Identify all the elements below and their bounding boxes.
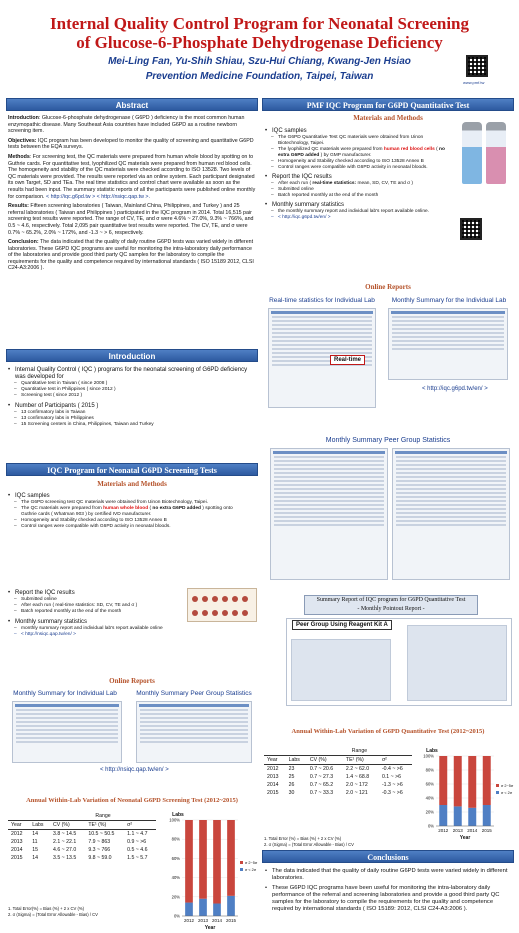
table-header-cell: Year: [8, 821, 29, 830]
table-row: [8, 854, 156, 862]
table-cell: 2015: [11, 855, 23, 861]
bar-segment: [213, 904, 221, 916]
title-line-2: of Glucose-6-Phosphate Dehydrogenase Deficiency: [76, 33, 443, 52]
blood-spot: [202, 596, 208, 602]
table-cell: 0.7 ~ 33.3: [309, 790, 334, 796]
blood-spot: [212, 610, 218, 616]
table-cell: 2014: [267, 782, 279, 788]
blood-spot: [192, 596, 198, 602]
screening-banner: IQC Program for Neonatal G6PD Screening Tests: [6, 463, 258, 476]
bar-segment: [468, 756, 476, 808]
table-cell: 15: [32, 847, 38, 853]
bar-segment: [199, 820, 207, 899]
table-cell: 9.8 ~ 59.0: [88, 855, 112, 861]
quant-sigma-chart: [414, 744, 516, 842]
abstract-banner: Abstract: [6, 98, 258, 111]
table-row: [264, 773, 412, 781]
screening-reports-title: Online Reports: [109, 677, 155, 685]
quant-item: – The lyophilized QC materials were prepared from human red blood cells ( no extra G6PD added ) by GMP manufacturer.: [265, 147, 445, 159]
table-header-cell: Labs: [286, 756, 307, 765]
table-header-cell: σ²: [124, 821, 156, 830]
x-axis-label: Year: [204, 925, 216, 931]
quant-footnote-2: 2. σ (Sigma) = (Total Error Allowable - Bias) / CV: [264, 842, 354, 847]
quant-monthly-shot: [388, 308, 508, 380]
quant-item: – the monthly summary report and individual lab's report available online.: [265, 209, 445, 215]
quant-footnote-1: 1. Total Error (%) = Bias (%) + 2 x CV (%): [264, 836, 342, 841]
quant-item: – The G6PD Quantitative Test QC materials were obtained from Uinon Biotechnology, Taipei.: [265, 135, 445, 147]
screening-item: – Batch reported monthly at the end of the month: [8, 609, 186, 615]
methods-links[interactable]: < http://iqc.g6pd.tw > < http://nsiqc.qap.tw >.: [46, 193, 150, 200]
quant-peer-shot-1: [270, 448, 388, 580]
title-line-1: Internal Quality Control Program for Neonatal Screening: [50, 14, 469, 33]
screening-bullet-3: • Monthly summary statistics: [8, 619, 186, 626]
quant-mm-title: Materials and Methods: [353, 114, 423, 122]
table-cell: 14: [32, 855, 38, 861]
conclusions-banner: Conclusions: [262, 850, 514, 863]
objectives-text: IQC program has been developed to monitor the quality of screening and quantitative G6PD tests between the EQA surveys.: [8, 137, 254, 151]
blood-spot: [232, 596, 238, 602]
table-cell: 2014: [11, 847, 23, 853]
y-tick-label: 60%: [171, 855, 180, 861]
quant-bullet-3: • Monthly summary statistics: [265, 202, 445, 209]
intro-item: – 15 Screening centers in China, Philippines, Taiwan and Turkey: [8, 422, 256, 428]
quant-variation-title: Annual Within-Lab Variation of G6PD Quantitative Test (2012~2015): [291, 728, 485, 735]
table-cell: 14: [32, 831, 38, 837]
abstract-text: [8, 115, 256, 275]
table-cell: 1.5 ~ 5.7: [127, 855, 148, 861]
screening-item: – The G6PD screening test QC materials were obtained from Uinon Biotechnology, Taipei.: [8, 500, 258, 506]
screening-report-link[interactable]: < http://nsiqc.qap.tw/en/ >: [100, 767, 169, 773]
legend-label: σ < 2σ: [501, 791, 513, 795]
qr-url: www.pmf.tw: [463, 80, 485, 85]
table-cell: 30: [288, 790, 295, 796]
legend-swatch: [496, 784, 499, 787]
bar-segment: [468, 808, 476, 826]
quant-body: [265, 126, 445, 221]
table-cell: 2012: [11, 831, 23, 837]
x-tick-label: 2012: [183, 918, 195, 923]
table-cell: 2015: [267, 790, 279, 796]
bar-segment: [185, 820, 193, 903]
bar-segment: [454, 806, 462, 826]
qc-vial-image: [462, 122, 482, 184]
screening-item: – Submitted online: [8, 597, 186, 603]
x-axis-label: Year: [459, 835, 471, 841]
screening-footnote-2: 2. σ (Sigma) = (Total Error Allowable - Bias) / CV: [8, 912, 98, 917]
y-tick-label: 60%: [425, 781, 434, 787]
table-cell: 2.0 ~ 121: [345, 790, 368, 796]
table-header-cell: TE¹ (%): [85, 821, 124, 830]
y-tick-label: 40%: [171, 875, 180, 881]
screening-item: – Control ranges were compatible with G6PD activity in neonatal bloods.: [8, 524, 258, 530]
realtime-tag: Real-time: [330, 355, 365, 365]
screening-report-shot-2: [136, 701, 252, 763]
table-cell: 11: [32, 839, 38, 845]
blood-spot: [232, 610, 238, 616]
blood-spot: [222, 596, 228, 602]
methods-label: Methods: [8, 153, 30, 160]
poster-title: [0, 14, 519, 52]
table-cell: 4.6 ~ 27.0: [53, 847, 77, 853]
table-cell: 2.0 ~ 172: [345, 782, 368, 788]
legend-swatch: [240, 861, 243, 864]
y-tick-label: 40%: [425, 795, 434, 801]
screening-item: – After each run ( real-time statistics: SD, CV, TE and σ ): [8, 603, 186, 609]
x-tick-label: 2014: [211, 918, 223, 923]
quant-item: – Batch reported monthly at the end of the month: [265, 193, 445, 199]
screening-link[interactable]: – < http://nsiqc.qap.tw/en/ >: [8, 632, 186, 638]
quant-peer-shot-2: [392, 448, 510, 580]
table-header-cell: CV (%): [307, 756, 343, 765]
table-cell: 0.9 ~ >6: [127, 839, 147, 845]
y-tick-label: 80%: [425, 767, 434, 773]
table-cell: 2.1 ~ 22.1: [53, 839, 77, 845]
table-row: [264, 789, 412, 797]
table-cell: 2012: [267, 766, 279, 772]
conclusions-body: [265, 866, 511, 913]
quant-range-table: [264, 747, 412, 797]
table-header-cell: σ²: [379, 756, 412, 765]
table-row: [8, 830, 156, 839]
table-header-cell: TE¹ (%): [343, 756, 379, 765]
screening-rep1-label: Monthly Summary for Individual Lab: [13, 690, 117, 697]
table-header-cell: Labs: [29, 821, 50, 830]
table-row: [264, 781, 412, 789]
table-cell: 2.2 ~ 62.0: [345, 766, 370, 772]
quant-item: – Submitted online: [265, 187, 445, 193]
y-tick-label: 100%: [423, 753, 434, 759]
blood-spot: [222, 610, 228, 616]
table-header-cell: CV (%): [50, 821, 85, 830]
reagent-tag: Peer Group Using Reagent Kit A: [292, 620, 392, 630]
table-cell: -0.4 ~ >6: [381, 766, 403, 772]
screening-item: – monthly summary report and individual lab's report available online: [8, 626, 186, 632]
summary-report-shot: [286, 618, 512, 706]
qr-code-icon: [460, 218, 482, 240]
blood-spot: [202, 610, 208, 616]
table-cell: 1.1 ~ 4.7: [127, 831, 148, 837]
table-cell: 2013: [11, 839, 23, 845]
bar-segment: [227, 820, 235, 896]
x-tick-label: 2014: [467, 828, 478, 833]
screening-sigma-chart: [160, 808, 260, 932]
table-cell: 0.7 ~ 20.6: [309, 766, 334, 772]
blood-spot: [242, 610, 248, 616]
blood-spot: [212, 596, 218, 602]
screening-mm-title: Materials and Methods: [97, 480, 167, 488]
summary-report-box: [304, 595, 478, 615]
quant-bullet-1: • IQC samples: [265, 128, 445, 135]
summary-box-line2: - Monthly Pointout Report -: [357, 606, 425, 612]
x-tick-label: 2013: [452, 828, 463, 833]
table-row: [8, 846, 156, 854]
conclusion-item: • The data indicated that the quality of daily routine G6PD tests were varied widely in different laboratories.: [265, 868, 511, 882]
table-cell: -0.3 ~ >6: [381, 790, 403, 796]
y-tick-label: 20%: [171, 894, 180, 900]
bar-segment: [185, 903, 193, 916]
bar-segment: [454, 756, 462, 806]
x-tick-label: 2015: [225, 918, 237, 923]
table-cell: 0.7 ~ 27.3: [309, 774, 334, 780]
y-tick-label: 0%: [173, 913, 180, 919]
table-cell: 9.3 ~ 766: [88, 847, 111, 853]
legend-swatch: [496, 791, 499, 794]
table-cell: -1.3 ~ >6: [381, 782, 403, 788]
introduction-banner: Introduction: [6, 349, 258, 362]
objectives-label: Objectives:: [8, 137, 37, 144]
bar-segment: [439, 756, 447, 805]
intro-text: : Glucose-6-phosphate dehydrogenase ( G6PD ) deficiency is the most common human enzymopathic disease. Many Southeast Asia countries have included G6PD as a routine newborn screening item.: [8, 115, 245, 135]
x-tick-label: 2013: [197, 918, 209, 923]
table-cell: 26: [288, 782, 295, 788]
results-label: Results:: [8, 203, 29, 210]
conclusion-item: • These G6PD IQC programs have been useful for monitoring the intra-laboratory daily performance of the referral and screening laboratories and provide a good third party QC samples for the laboratory to compile the requirements for the quality and competence required by international standards ( ISO 15189: 2012, CLSI C24-A3:2006 ).: [265, 885, 511, 913]
screening-item: – The QC materials were prepared from human whole blood ( no extra G6PD added ) spotting onto Guthrie cards ( Whatman 903 ) by certified IVD manufacturer.: [8, 506, 243, 518]
y-tick-label: 20%: [425, 809, 434, 815]
authors: Mei-Ling Fan, Yu-Shih Shiau, Szu-Hui Chiang, Kwang-Jen Hsiao: [108, 56, 411, 67]
quant-rep2-label: Monthly Summary for the Individual Lab: [391, 297, 507, 304]
screening-bullet-2: • Report the IQC results: [8, 590, 186, 597]
legend-swatch: [240, 868, 243, 871]
qc-vial-image: [486, 122, 506, 184]
quant-reports-title: Online Reports: [365, 283, 411, 291]
table-cell: 0.1 ~ >6: [381, 774, 401, 780]
blood-spot: [192, 610, 198, 616]
quant-report-link[interactable]: < http://iqc.g6pd.tw/en/ >: [422, 386, 488, 392]
screening-variation-title: Annual Within-Lab Variation of Neonatal G6PD Screening Test (2012~2015): [26, 797, 238, 804]
conclusion-label: Conclusion:: [8, 239, 39, 246]
table-cell: 7.9 ~ 863: [88, 839, 111, 845]
introduction-body: [8, 365, 256, 428]
screening-body: [8, 491, 258, 530]
table-cell: 23: [288, 766, 295, 772]
table-cell: 0.7 ~ 65.2: [309, 782, 334, 788]
table-row: [264, 765, 412, 774]
bar-segment: [199, 899, 207, 916]
quant-peer-title: Monthly Summary Peer Group Statistics: [325, 437, 451, 444]
screening-range-table: [8, 812, 156, 862]
quant-item: – After each run ( real-time statistics: mean, SD, CV, TE and σ ): [265, 181, 445, 187]
range-header: Range: [307, 747, 412, 756]
blood-spot: [242, 596, 248, 602]
quant-rep1-label: Real-time statistics for Individual Lab: [269, 297, 375, 304]
x-tick-label: 2012: [438, 828, 449, 833]
intro-item: – 13 confirmatory labs in Philippines: [8, 416, 256, 422]
intro-item: – 13 confirmatory labs in Taiwan: [8, 410, 256, 416]
methods-text: : For screening test, the QC materials were prepared from human whole blood by spotting on to Guthrie cards. For quantitative test, lyophilized QC materials were prepared from human red blood cells. The homogeneity and stability of the QC materials were checked according to ISO 13528. Two levels of QC materials were provided. The results were reported via an online system. Each participant designated its own Target, SD and TEa. The real time statistics and control chart were available as soon as the results had been input. The summary statistic reports of all the participants were published online monthly for comparison.: [8, 153, 256, 200]
screening-bullet-1: • IQC samples: [8, 493, 258, 500]
intro-bullet-2: • Number of Participants ( 2015 ): [8, 403, 256, 410]
results-text: Fifteen screening laboratories ( Taiwan, Mainland China, Philippines, and Turkey ) and 25 referral laboratories ( Taiwan and Philippines ) participated in the IQC program in 2014. Total 16,515 pair screening test results were reported. The range of CV, TE, and σ were 4.6% ~ 27.0%, 9.3% ~ 766%, and 0.5 ~ 4.6, respectively. Total 2,095 pair quantitative test results were reported. The CV, TE, and σ were 0.7% ~ 65.2%, 2.0% ~ 172%, and -1.3 ~ > 6, respectively.: [8, 203, 254, 236]
table-cell: 25: [288, 774, 295, 780]
x-tick-label: 2015: [481, 828, 492, 833]
quant-item: – Control ranges were compatible with G6PD activity in neonatal bloods.: [265, 165, 445, 171]
y-tick-label: 80%: [171, 836, 180, 842]
table-cell: 10.5 ~ 50.5: [88, 831, 115, 837]
legend-label: σ 2~5σ: [245, 861, 258, 865]
legend-label: σ 2~5σ: [501, 784, 514, 788]
intro-bullet-1: • Internal Quality Control ( IQC ) programs for the neonatal screening of G6PD deficiency was developed for: [8, 367, 256, 381]
range-header: Range: [50, 812, 156, 821]
y-axis-label: Labs: [426, 748, 438, 754]
intro-item: – Quantitative test in Taiwan ( since 2008 ): [8, 381, 256, 387]
screening-item: – Homogeneity and Stability checked according to ISO 13528 Annex B: [8, 518, 258, 524]
y-axis-label: Labs: [172, 812, 184, 818]
table-header-cell: Year: [264, 756, 286, 765]
bar-segment: [439, 805, 447, 826]
quant-item: – Homogeneity and Stability checked according to ISO 13528 Annex B: [265, 159, 445, 165]
table-cell: 1.4 ~ 68.8: [345, 774, 370, 780]
legend-label: σ < 2σ: [245, 868, 257, 872]
intro-label: Introduction: [8, 115, 39, 121]
intro-item: – Quantitative test in Philippines ( since 2012 ): [8, 387, 256, 393]
affiliation: Prevention Medicine Foundation, Taipei, Taiwan: [145, 71, 374, 82]
y-tick-label: 0%: [427, 823, 434, 829]
screening-footnote-1: 1. Total Error(%) = Bias (%) + 2 x CV (%): [8, 906, 85, 911]
conclusion-text: The data indicated that the quality of daily routine G6PD tests was varied widely in different laboratories. These G6PD IQC programs are useful for monitoring the intra-laboratory daily performance of the laboratories and provide good third party QC samples for the laboratory to compile the requirements for the quality and competence required by international standards ( ISO 15189 2012, CLSI C24-A3:2006 ).: [8, 239, 254, 272]
screening-report-shot-1: [12, 701, 122, 763]
y-tick-label: 100%: [169, 817, 180, 823]
bar-segment: [227, 896, 235, 916]
screening-report-body: [8, 588, 186, 638]
table-cell: 3.8 ~ 14.5: [53, 831, 77, 837]
intro-item: – Screening test ( since 2012 ): [8, 393, 256, 399]
table-cell: 3.5 ~ 13.5: [53, 855, 77, 861]
summary-box-line1: Summary Report of IQC program for G6PD Quantitative Test: [316, 597, 466, 603]
screening-rep2-label: Monthly Summary Peer Group Statistics: [136, 690, 252, 697]
quant-link[interactable]: – < http://iqc.g6pd.tw/en/ >: [265, 215, 445, 221]
table-cell: 0.5 ~ 4.6: [127, 847, 148, 853]
quant-bullet-2: • Report the IQC results: [265, 174, 445, 181]
table-row: [8, 838, 156, 846]
bar-segment: [483, 805, 491, 826]
table-cell: 2013: [267, 774, 279, 780]
guthrie-card-image: [187, 588, 257, 622]
bar-segment: [213, 820, 221, 904]
quantitative-banner: PMF IQC Program for G6PD Quantitative Test: [262, 98, 514, 111]
bar-segment: [483, 756, 491, 805]
qr-code-icon: [466, 55, 488, 77]
